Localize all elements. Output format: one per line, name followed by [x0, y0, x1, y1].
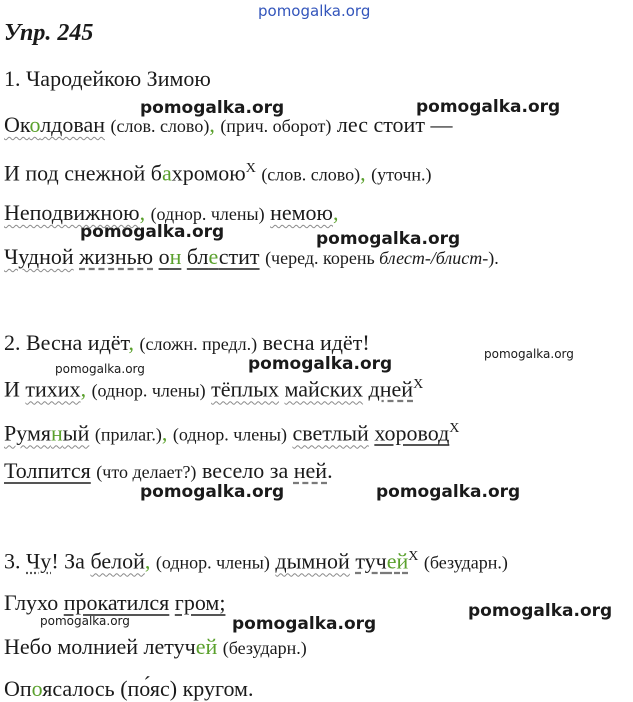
word: ней [293, 458, 328, 483]
word: Неподвижною [4, 200, 140, 225]
grammar-note: (что делает?) [96, 462, 197, 482]
word: Околдован [4, 112, 105, 137]
watermark: pomogalka.org [80, 222, 225, 242]
watermark: pomogalka.org [232, 614, 377, 634]
part3-line1: 3. Чу! За белой, (однор. члены) дымной тучей$^X$ (безударн.) [4, 548, 508, 574]
watermark: pomogalka.org [140, 482, 285, 502]
mark-x: X [449, 421, 460, 436]
highlight-letter: а [161, 160, 172, 186]
word: тёплых [211, 376, 279, 402]
punctuation-mark: , [80, 376, 87, 402]
grammar-note: (однор. члены) [172, 424, 287, 445]
word: тихих [25, 376, 81, 402]
part2-line2: И тихих, (однор. члены) тёплых майских дней$^X$ [4, 376, 424, 402]
watermark-small: pomogalka.org [40, 614, 130, 628]
word: Толпится [4, 458, 91, 483]
mark-x: X [413, 377, 424, 392]
exercise-title: Упр. 245 [4, 20, 94, 46]
part1-line4 [4, 200, 338, 227]
highlight-letter: е [208, 244, 219, 269]
word: блестит [186, 244, 260, 269]
part2-line3 [4, 416, 459, 447]
watermark: pomogalka.org [376, 482, 521, 502]
highlight-letter: н [51, 420, 63, 446]
word: майских [284, 376, 364, 402]
part1-line5 [4, 244, 499, 271]
word: тучей [355, 548, 409, 574]
word: лес стоит — [336, 112, 453, 137]
watermark: pomogalka.org [248, 354, 393, 374]
word: Чудной [4, 244, 74, 269]
mark-x: X [408, 549, 419, 564]
part1-line3: И под снежной бахромою$^X$ (слов. слово), (уточн.) [4, 160, 432, 186]
word: гром; [174, 590, 226, 615]
part1-line2 [4, 112, 452, 139]
mark-x: X [245, 161, 256, 176]
word: Чу [26, 548, 52, 574]
punctuation-mark: , [161, 420, 168, 446]
highlight-letter: о [31, 676, 43, 701]
grammar-note: (однор. члены) [150, 204, 265, 224]
part3-line2: Глухо прокатился гром; [4, 590, 226, 615]
watermark: pomogalka.org [316, 229, 461, 249]
punctuation-mark: , [360, 160, 366, 186]
word: дымной [275, 548, 350, 574]
punctuation-mark: , [209, 112, 215, 137]
grammar-note: (однор. члены) [155, 552, 270, 573]
part3-line3: Небо молнией летучей (безударн.) [4, 634, 307, 659]
punctuation-mark: , [144, 548, 151, 574]
grammar-note: (прилаг.) [94, 424, 162, 445]
punctuation-mark: , [128, 330, 134, 355]
watermark: pomogalka.org [468, 601, 613, 621]
word: он [158, 244, 182, 269]
grammar-note: (уточн.) [371, 164, 432, 185]
part2-line1: 2. Весна идёт, (сложн. предл.) весна идёт! [4, 330, 370, 355]
watermark-small: pomogalka.org [484, 347, 574, 361]
watermark: pomogalka.org [416, 97, 561, 117]
grammar-note: (безударн.) [222, 638, 307, 658]
punctuation-mark: , [332, 200, 339, 225]
word: светлый [292, 420, 369, 446]
part3-line4: Опоясалось (по́яс) кругом. [4, 676, 254, 701]
word: белой [90, 548, 145, 574]
punctuation-mark: , [139, 200, 146, 225]
grammar-note: (слов. слово) [261, 164, 361, 185]
grammar-note: (однор. члены) [91, 380, 206, 401]
watermark: pomogalka.org [140, 98, 285, 118]
word: немою [270, 200, 333, 225]
highlight-letter: о [29, 112, 41, 137]
highlight-letter: н [169, 244, 182, 269]
word: хоровод [374, 420, 450, 446]
part2-line4: Толпится (что делает?) весело за ней. [4, 458, 333, 483]
word: Румяный [4, 420, 90, 446]
grammar-note: (прич. оборот) [220, 116, 332, 136]
word: прокатился [63, 590, 170, 615]
grammar-note: (безударн.) [423, 552, 508, 573]
word: дней [368, 376, 414, 402]
watermark-top: pomogalka.org [258, 2, 371, 20]
grammar-note: (сложн. предл.) [139, 334, 258, 354]
part1-heading: 1. Чародейкою Зимою [4, 66, 211, 91]
grammar-note: (слов. слово) [110, 116, 210, 136]
watermark-small: pomogalka.org [55, 362, 145, 376]
word: жизнью [79, 244, 154, 269]
grammar-note: (черед. корень блест-/блист-). [265, 248, 499, 268]
highlight-letter: ей [386, 548, 409, 574]
highlight-letter: ей [195, 634, 218, 659]
